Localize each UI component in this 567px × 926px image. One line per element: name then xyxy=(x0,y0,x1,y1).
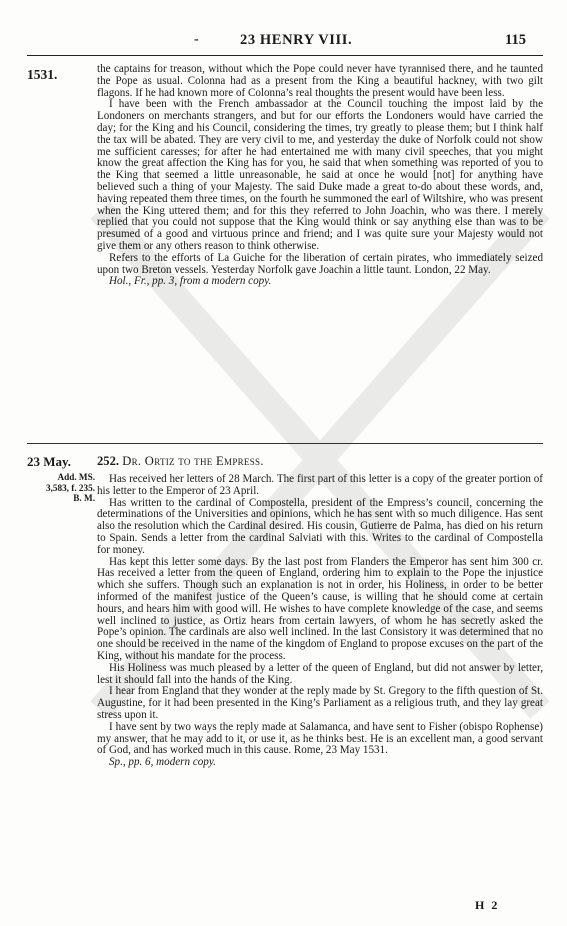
letter-paragraph: Refers to the efforts of La Guiche for the liberation of certain pirates, who immediately seized upon two Breton vessels. Yesterday Norfolk gave Joachin a little taunt. London, 22 May. xyxy=(97,251,543,276)
entry-paragraph: Has kept this letter some days. By the last post from Flanders the Emperor has sent him 300 cr. Has received a letter from the queen of England, ordering him to explain to the Pope the injustice which she suffers. Though such an explanation is not in order, his Holiness, in order to be better informed of the manifest justice of the Queen’s cause, is willing that he should come at certain hours, and hears him with good will. He wishes to have complete knowledge of the case, and seems well inclined to justice, as Ortiz hears from certain lawyers, of whom he has secretly asked the Pope’s opinion. The cardinals are also well inclined. In the last Consistory it was determined that no one should be received in the name of the kingdom of England to propose excuses on the part of the King, without his mandate for the process. xyxy=(97,555,543,662)
letter-paragraph: the captains for treason, without which the Pope could never have tyrannised there, and he taunted the Pope as usual. Colonna had as a present from the King a beautiful hackney, with two gilt flagons. If he had known more of Colonna’s real thoughts the present would have been less. xyxy=(97,63,543,99)
letter-paragraph: I have been with the French ambassador at the Council touching the impost laid by the Londoners on merchants strangers, and but for our efforts the Londoners would have carried the day; for the King and his Council, considering the times, try greatly to please them; but I think half the tax will be abated. They are very civil to me, and yesterday the duke of Norfolk could not show me sufficient caresses; for after he had entertained me with many civil speeches, that you might know the great affection the King has for you, he said that when something was reported of you to the King that seemed a little unreasonable, he said at once he would [not] for anything have believed such a thing of your Majesty. The said Duke made a great to-do about these words, and, having repeated them three times, on the fourth he summoned the earl of Wiltshire, who was present when the King uttered them; and for this they referred to John Joachin, who was there. I merely replied that you could not suppose that the King would think or say anything else than was to be presumed of a good and virtuous prince and friend; and I was quite sure your Majesty would not give them or any others reason to think otherwise. xyxy=(97,98,543,252)
margin-year: 1531. xyxy=(27,67,58,82)
entry-paragraph: Has received her letters of 28 March. The first part of this letter is a copy of the greater portion of his letter to the Emperor of 23 April. xyxy=(97,473,543,497)
entry-body xyxy=(97,474,543,769)
running-head xyxy=(0,32,567,50)
reference-line: Add. MS. xyxy=(57,472,95,482)
manuscript-reference xyxy=(27,472,95,504)
running-head-dash: - xyxy=(194,32,199,47)
entry-heading xyxy=(97,454,264,469)
reference-line: 3,583, f. 235. xyxy=(46,482,95,493)
entry-paragraph: I have sent by two ways the reply made at Salamanca, and have sent to Fisher (obispo Rophense) my answer, that he may add to it, or use it, as he thinks best. He is an excellent man, a good servant of God, and has worked much in this cause. Rome, 23 May 1531. xyxy=(97,720,543,757)
reference-line: B. M. xyxy=(73,493,95,504)
entry-number: 252. xyxy=(97,454,120,468)
entry-paragraph: I hear from England that they wonder at the reply made by St. Gregory to the fifth question of St. Augustine, for it had been presented in the King’s Parliament as a religious truth, and they lay great stress upon it. xyxy=(97,685,543,721)
page-number: 115 xyxy=(505,32,526,48)
entry-title: Dr. Ortiz to the Empress. xyxy=(122,454,264,468)
entry-paragraph: Has written to the cardinal of Compostella, president of the Empress’s council, concerning the determinations of the Universities and opinions, which he has sent with so much diligence. Has sent also the resolution which the Cardinal desired. His cousin, Gutierre de Palma, has died on his return to Spain. Sends a letter from the cardinal Salviati with this. Writes to the cardinal of Compostella for money. xyxy=(97,496,543,556)
source-note: Sp., pp. 6, modern copy. xyxy=(109,756,216,769)
signature-mark: H 2 xyxy=(475,898,500,912)
source-note: Hol., Fr., pp. 3, from a modern copy. xyxy=(109,275,272,288)
entry-date: 23 May. xyxy=(27,454,72,469)
header-rule xyxy=(27,55,543,56)
running-head-title: 23 HENRY VIII. xyxy=(240,32,353,48)
entry-paragraph: His Holiness was much pleased by a letter of the queen of England, but did not answer by letter, lest it should fall into the hands of the King. xyxy=(97,661,543,686)
letter-continuation xyxy=(97,64,543,288)
section-divider xyxy=(27,443,543,444)
